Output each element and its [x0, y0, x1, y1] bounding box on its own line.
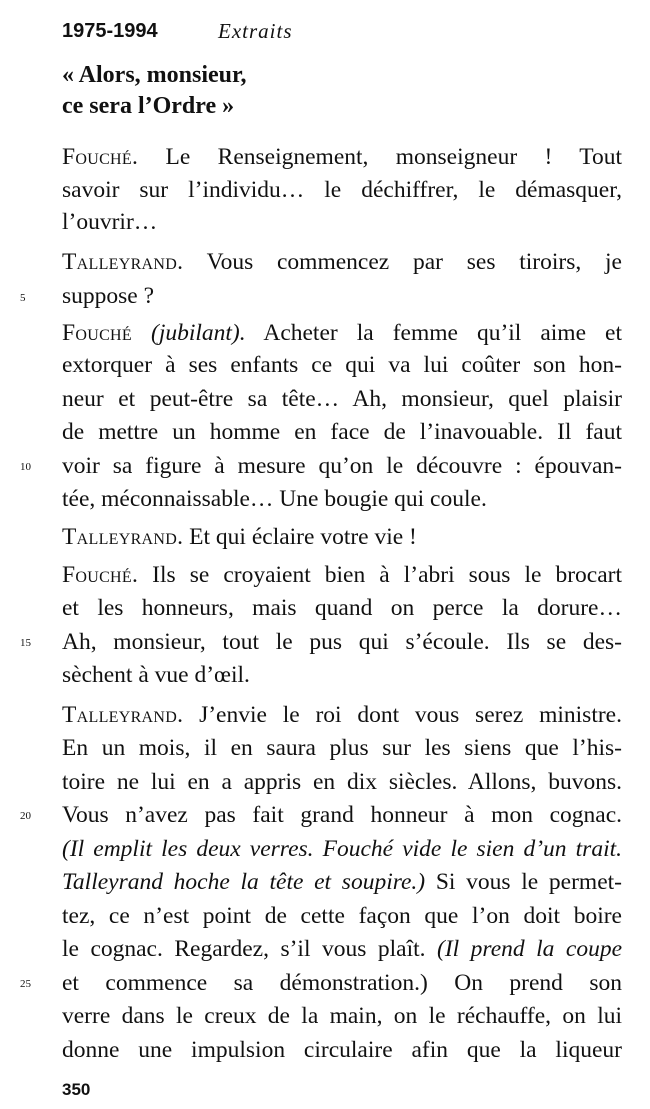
header-label: Extraits — [218, 19, 293, 43]
text-line: sèchent à vue d’œil. — [62, 662, 250, 688]
stage-direction: (Il prend la coupe — [437, 936, 622, 962]
speech-text: Ils se croyaient bien à l’abri sous le brocart — [138, 562, 622, 588]
line-number: 10 — [20, 461, 31, 473]
speech-text: Si vous le permet- — [425, 869, 622, 895]
speech-text: Vous commencez par ses tiroirs, je — [183, 249, 622, 275]
text-line — [62, 867, 622, 897]
text-line: suppose ? — [62, 283, 155, 309]
text-line — [62, 318, 622, 348]
text-line — [62, 142, 622, 172]
speaker-name: Fouché. — [62, 562, 139, 588]
section-title-line-1: « Alors, monsieur, — [62, 62, 247, 88]
text-line: tez, ce n’est point de cette façon que l’on doit boire — [62, 903, 622, 929]
text-line — [62, 700, 622, 730]
stage-direction-line: (Il emplit les deux verres. Fouché vide le sien d’un trait. — [62, 836, 622, 862]
speech-text: J’envie le roi dont vous serez ministre. — [183, 702, 622, 728]
text-line: et les honneurs, mais quand on perce la dorure… — [62, 595, 622, 621]
text-line: voir sa figure à mesure qu’on le découvre : épouvan- — [62, 453, 622, 479]
text-line: donne une impulsion circulaire afin que la liqueur — [62, 1037, 622, 1063]
speaker-name: Talleyrand. — [62, 249, 184, 275]
speaker-name: Talleyrand. — [62, 702, 184, 728]
text-line — [62, 247, 622, 277]
text-line: extorquer à ses enfants ce qui va lui coûter son hon- — [62, 352, 622, 378]
text-line — [62, 522, 622, 552]
text-line: tée, méconnaissable… Une bougie qui coule. — [62, 486, 487, 512]
speech-text: Acheter la femme qu’il aime et — [245, 320, 622, 346]
section-title-line-2: ce sera l’Ordre » — [62, 93, 235, 119]
header-years: 1975-1994 — [62, 20, 158, 42]
line-number: 15 — [20, 637, 31, 649]
text-line: de mettre un homme en face de l’inavouable. Il faut — [62, 419, 622, 445]
text-line — [62, 560, 622, 590]
line-number: 25 — [20, 978, 31, 990]
stage-direction: Talleyrand hoche la tête et soupire.) — [62, 869, 426, 895]
speech-text: Le Renseignement, monseigneur ! Tout — [138, 144, 622, 170]
speech-text: le cognac. Regardez, s’il vous plaît. — [62, 936, 437, 962]
line-number: 20 — [20, 810, 31, 822]
text-line: neur et peut-être sa tête… Ah, monsieur, quel plaisir — [62, 386, 622, 412]
text-line: Ah, monsieur, tout le pus qui s’écoule. Ils se des- — [62, 629, 622, 655]
text-line: et commence sa démonstration.) On prend son — [62, 970, 622, 996]
text-line: l’ouvrir… — [62, 209, 158, 235]
text-line: toire ne lui en a appris en dix siècles. Allons, buvons. — [62, 769, 622, 795]
text-line — [62, 934, 622, 964]
speaker-name: Talleyrand. — [62, 524, 184, 550]
text-line: Vous n’avez pas fait grand honneur à mon cognac. — [62, 802, 622, 828]
speaker-name: Fouché — [62, 320, 132, 346]
text-line: savoir sur l’individu… le déchiffrer, le démasquer, — [62, 177, 622, 203]
text-line: verre dans le creux de la main, on le réchauffe, on lui — [62, 1003, 622, 1029]
speech-text: Et qui éclaire votre vie ! — [183, 524, 417, 550]
speaker-name: Fouché. — [62, 144, 139, 170]
stage-direction: (jubilant). — [131, 320, 246, 346]
page-number: 350 — [62, 1080, 91, 1099]
line-number: 5 — [20, 292, 26, 304]
text-line: En un mois, il en saura plus sur les siens que l’his- — [62, 735, 622, 761]
